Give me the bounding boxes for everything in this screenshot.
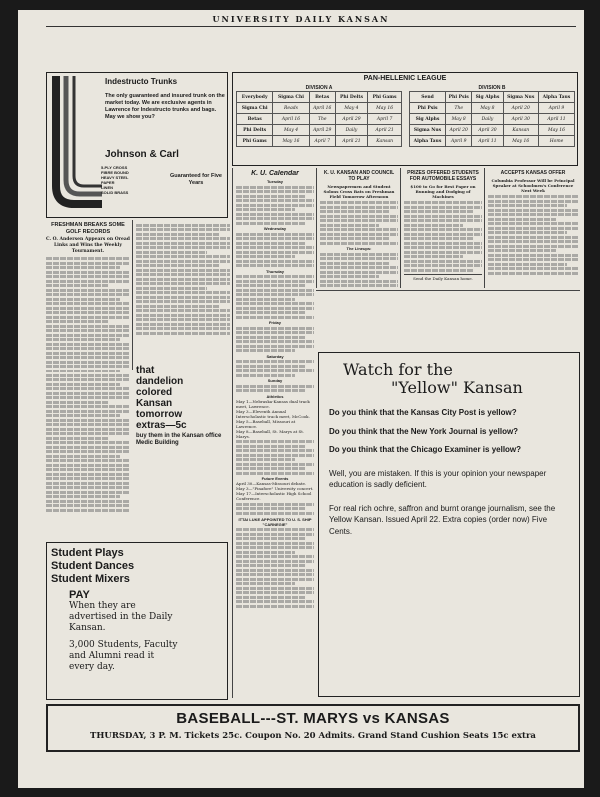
trunks-ad [46,72,228,218]
league-cell: April 7 [309,136,335,147]
yellow-ad-q1: Do you think that the Kansas City Post is yellow? [329,408,517,417]
league-cell: Daily [335,125,367,136]
freshman-golf-article [46,222,130,372]
column-rule [316,168,317,288]
league-cell: April 29 [335,114,367,125]
league-row [237,92,402,103]
future-item: April 30—Kansas-Missouri debate. [236,481,307,486]
future-item: May 17—Interscholastic High School Conference. [236,491,312,501]
league-cell: Phi Gams [237,136,273,147]
league-row [410,103,575,114]
column-rule [400,168,401,288]
league-cell: Kansan [368,136,402,147]
freshman-headline: FRESHMAN BREAKS SOME GOLF RECORDS [51,222,125,235]
league-cell: Send [410,92,446,103]
league-row [237,103,402,114]
league-cell: Reads [273,103,309,114]
pan-hellenic-league [232,72,578,166]
league-cell: Sigma Nus [410,125,446,136]
trunk-cutaway-graphic [50,76,102,214]
trunks-graphic-labels [101,165,161,195]
baseball-ad [46,704,580,752]
league-cell: April 29 [309,125,335,136]
division-a-title: DIVISION A [305,85,333,91]
league-cell: April 20 [446,125,472,136]
division-a-table [236,91,402,147]
calendar-day: Athletics [266,393,284,399]
league-cell: Phi Delts [335,92,367,103]
league-row [410,136,575,147]
future-item: May 3—"Pinafore" University concert. [236,486,314,491]
league-cell: Alpha Taus [538,92,574,103]
dandelion-footer: buy them in the Kansan office Medic Building [136,433,222,446]
prizes-subhead: $100 to Go for Best Paper on Running and Dodging of Machines [410,184,476,199]
league-row [237,136,402,147]
league-cell: April 7 [368,114,402,125]
dandelion-line: colored [136,387,173,398]
division-b-title: DIVISION B [478,85,506,91]
league-cell: May 16 [538,125,574,136]
league-cell: April 11 [472,136,503,147]
freshman-golf-lower [46,372,130,532]
league-cell: Everybody [237,92,273,103]
division-b [409,85,575,147]
league-row [237,114,402,125]
league-cell: Sig Alphs [410,114,446,125]
yellow-ad-answer: Well, you are mistaken. If this is your opinion your newspaper education is sadly deficient. [329,468,547,489]
yellow-ad-closing: For real rich ochre, saffron and burnt orange journalism, see the Yellow Kansan. Issued April 22. Extra copies (order now) Five Cents. [329,503,556,536]
future-events-title: Future Events [261,476,289,481]
accepts-headline: ACCEPTS KANSAS OFFER [500,170,566,176]
trunk-label: HEAVY STEEL [101,175,129,180]
league-cell: April 21 [335,136,367,147]
league-cell: April 9 [446,136,472,147]
baseball-headline: BASEBALL---ST. MARYS vs KANSAS [176,710,450,727]
league-cell: Sig Alphs [472,92,503,103]
league-cell: Phi Gams [368,92,402,103]
league-cell: April 9 [538,103,574,114]
yellow-kansan-ad [318,352,580,697]
prizes-headline: PRIZES OFFERED STUDENTS FOR AUTOMOBILE ESSAYS [407,170,479,182]
league-cell: April 11 [538,114,574,125]
league-cell: April 20 [503,103,538,114]
dandelion-line: extras—5c [136,420,187,431]
athletics-item: May 1—Nebraska-Kansas dual track meet, Lawrence. [236,398,310,409]
trunks-ad-guarantee: Guaranteed for Five Years [170,173,222,186]
yellow-ad-title-a: Watch for the [343,360,453,379]
league-cell: May 16 [273,136,309,147]
accepts-subhead: Columbia Professor Will be Principal Speaker at Schoolmen's Conference Next Week [491,178,575,193]
trunk-label: FIBRE BOUND [101,170,129,175]
league-row [410,114,575,125]
athletics-item: May 3—Eleventh Annual Interscholastic track meet, McCook. [236,408,310,419]
council-lineup-title: The Lineups: [346,246,372,251]
students-ad-body: When they are advertised in the Daily Kansan. [69,601,173,633]
league-cell: April 16 [309,103,335,114]
students-ad-line: Student Mixers [51,573,130,585]
calendar-title: K. U. Calendar [251,170,299,177]
masthead: UNIVERSITY DAILY KANSAN [212,14,390,24]
trunks-ad-body: The only guaranteed and insured trunk on the market today. We are exclusive agents in Lawrence for Indestructo trunks and bags. May we show you? [105,93,225,120]
league-cell: Phi Psis [446,92,472,103]
column-rule [484,168,485,288]
calendar-day: Thursday [265,268,284,274]
article-body-text [46,257,130,372]
league-cell: April 21 [368,125,402,136]
yellow-ad-title-b: "Yellow" Kansan [391,378,523,397]
column-rule [132,220,133,370]
league-cell: Phi Delts [237,125,273,136]
prizes-article [404,170,482,288]
trunks-ad-title: Indestructo Trunks [105,77,178,86]
ku-calendar [236,170,314,700]
division-a [236,85,402,147]
yellow-ad-q3: Do you think that the Chicago Examiner is yellow? [329,445,522,454]
league-cell: Betas [237,114,273,125]
council-headline: K. U. KANSAN AND COUNCIL TO PLAY [323,170,395,182]
students-ad-line: Student Plays [51,547,124,559]
trunks-ad-store: Johnson & Carl [105,149,179,160]
league-cell: The [309,114,335,125]
league-cell: Betas [309,92,335,103]
athletics-item: May 5—Baseball, Missouri at Lawrence. [236,418,296,429]
calendar-day: Friday [268,320,281,325]
league-cell: May 8 [446,114,472,125]
athletics-item: May 8—Baseball, St. Marys at St. Marys. [236,428,305,439]
league-row [410,125,575,136]
league-cell: May 8 [472,103,503,114]
council-subhead: Newspapermen and Student Solons Cross Bats on Freshman Field Tomorrow Afternoon [323,184,395,199]
league-row [410,92,575,103]
masthead-rule [46,26,576,27]
trunk-label: LINEN [101,185,113,190]
yellow-ad-q2: Do you think that the New York Journal is yellow? [329,426,519,436]
league-cell: Kansan [503,125,538,136]
column-rule [232,168,233,698]
council-article [320,170,398,288]
league-cell: The [446,103,472,114]
luke-article-title: ITTAI LUKE APPOINTED TO U. S. SHIP "CARNEGIE" [238,516,312,527]
trunk-label: 5-PLY CROSS [101,165,128,170]
league-row [237,125,402,136]
league-cell: May 4 [273,125,309,136]
dandelion-kansan-ad [136,365,230,485]
calendar-day: Tuesday [267,179,283,184]
dandelion-line: tomorrow [136,409,183,420]
league-cell: Sigma Nus [503,92,538,103]
trunk-label: PAPER [101,180,115,185]
students-ad-stats: 3,000 Students, Faculty and Alumni read it every day. [69,640,178,672]
league-cell: Phi Psis [410,103,446,114]
league-cell: April 30 [472,125,503,136]
league-cell: Sigma Chi [273,92,309,103]
division-b-table [409,91,575,147]
league-cell: Daily [472,114,503,125]
section-rule [316,290,580,291]
students-ad-pay: PAY [69,589,90,601]
league-cell: May 16 [368,103,402,114]
dandelion-line: Kansan [136,398,173,409]
trunk-label: SOLID BRASS [101,190,129,195]
freshman-golf-continued [136,222,230,362]
students-ad-line: Student Dances [51,560,135,572]
league-cell: Home [538,136,574,147]
baseball-detail: THURSDAY, 3 P. M. Tickets 25c. Coupon No. 20 Admits. Grand Stand Cushion Seats 15c extra [90,731,536,741]
students-pay-ad [46,542,228,700]
league-cell: Sigma Chi [237,103,273,114]
league-cell: May 4 [335,103,367,114]
calendar-day: Wednesday [263,226,287,231]
calendar-day: Saturday [266,353,284,359]
freshman-subhead: C. O. Andersen Appears on Oread Links and Wins the Weekly Tournament. [46,237,130,254]
league-cell: Alpha Taus [410,136,446,147]
league-title: PAN-HELLENIC LEAGUE [363,75,447,82]
calendar-day: Sunday [267,378,283,383]
league-cell: April 30 [503,114,538,125]
dandelion-line: dandelion [136,376,184,387]
accepts-article [488,170,578,288]
newspaper-page [18,10,584,788]
league-cell: April 16 [273,114,309,125]
league-cell: May 16 [503,136,538,147]
dandelion-line: that [136,365,155,376]
prizes-footer: Send the Daily Kansan home. [404,274,482,281]
